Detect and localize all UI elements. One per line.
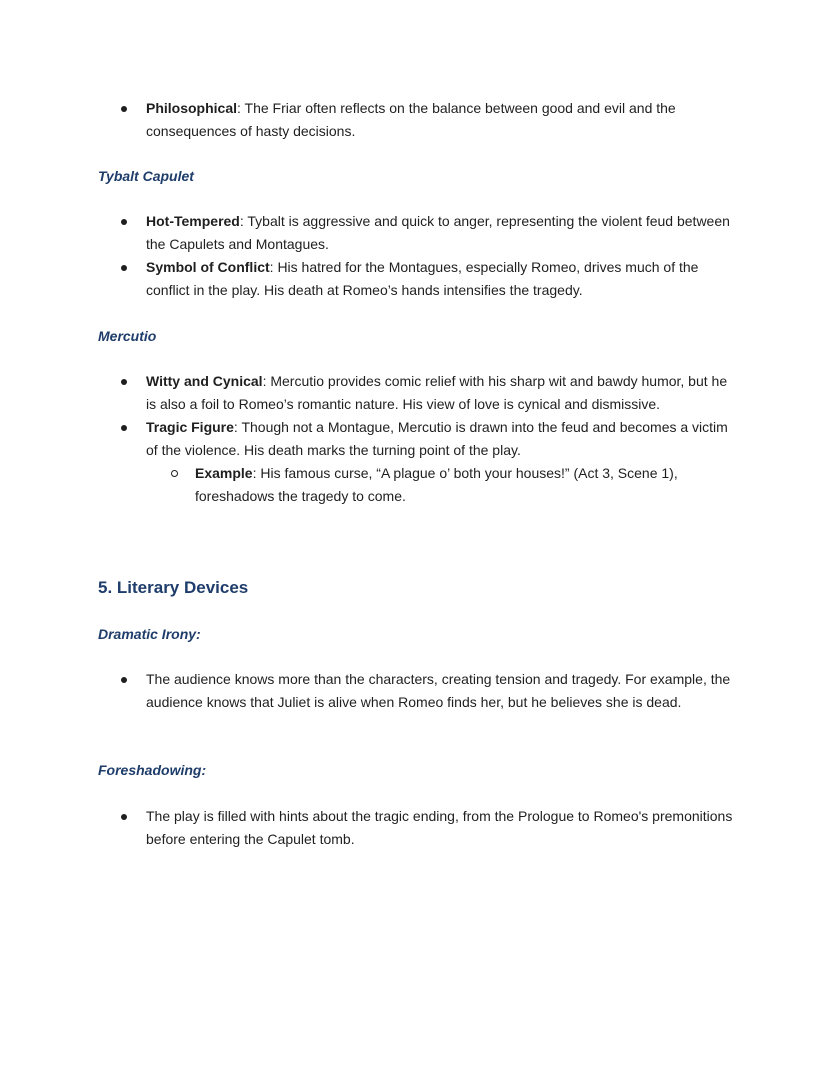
item-text: : Mercutio provides comic relief with his sharp wit and bawdy humor, but he is also a foil to Romeo’s romantic nature. His view of love is cynical and dismissive. [146,373,728,412]
term-label: Symbol of Conflict [146,259,270,275]
bullet-icon [121,814,127,820]
mercutio-block [98,370,738,508]
foreshadowing-block [98,805,738,851]
bullet-list [98,668,738,714]
subheading-foreshadowing: Foreshadowing: [98,762,207,778]
subheading-tybalt: Tybalt Capulet [98,168,194,184]
bullet-icon [121,219,127,225]
section-heading-literary-devices: 5. Literary Devices [98,578,249,597]
list-item [98,97,738,143]
item-text: : His famous curse, “A plague o’ both your houses!” (Act 3, Scene 1), foreshadows the tragedy to come. [195,465,678,504]
tybalt-block [98,210,738,302]
item-text: : Tybalt is aggressive and quick to anger, representing the violent feud between the Capulets and Montagues. [146,213,730,252]
subheading-mercutio: Mercutio [98,328,157,344]
dramatic-irony-block [98,668,738,714]
list-item [98,210,738,256]
bullet-icon [121,379,127,385]
item-text: The play is filled with hints about the tragic ending, from the Prologue to Romeo's premonitions before entering the Capulet tomb. [146,808,733,847]
bullet-list [98,805,738,851]
bullet-list [98,370,738,508]
bullet-icon [121,677,127,683]
item-text: The audience knows more than the characters, creating tension and tragedy. For example, the audience knows that Juliet is alive when Romeo finds her, but he believes she is dead. [146,671,731,710]
philosophical-block [98,97,738,143]
list-item [98,805,738,851]
bullet-list [98,210,738,302]
bullet-icon [121,265,127,271]
list-item [98,256,738,302]
item-text: : Though not a Montague, Mercutio is drawn into the feud and becomes a victim of the violence. His death marks the turning point of the play. [146,419,728,458]
bullet-icon [121,425,127,431]
term-label: Example [195,465,253,481]
term-label: Philosophical [146,100,238,116]
list-item [98,416,738,462]
sub-list-item [98,462,738,508]
subheading-dramatic-irony: Dramatic Irony: [98,626,201,642]
term-label: Hot-Tempered [146,213,240,229]
list-item [98,668,738,714]
term-label: Witty and Cynical [146,373,263,389]
bullet-icon [121,106,127,112]
item-text: : The Friar often reflects on the balance between good and evil and the consequences of hasty decisions. [146,100,676,139]
term-label: Tragic Figure [146,419,234,435]
hollow-bullet-icon [171,470,178,477]
bullet-list [98,97,738,143]
item-text: : His hatred for the Montagues, especially Romeo, drives much of the conflict in the play. His death at Romeo’s hands intensifies the tragedy. [146,259,699,298]
list-item [98,370,738,416]
